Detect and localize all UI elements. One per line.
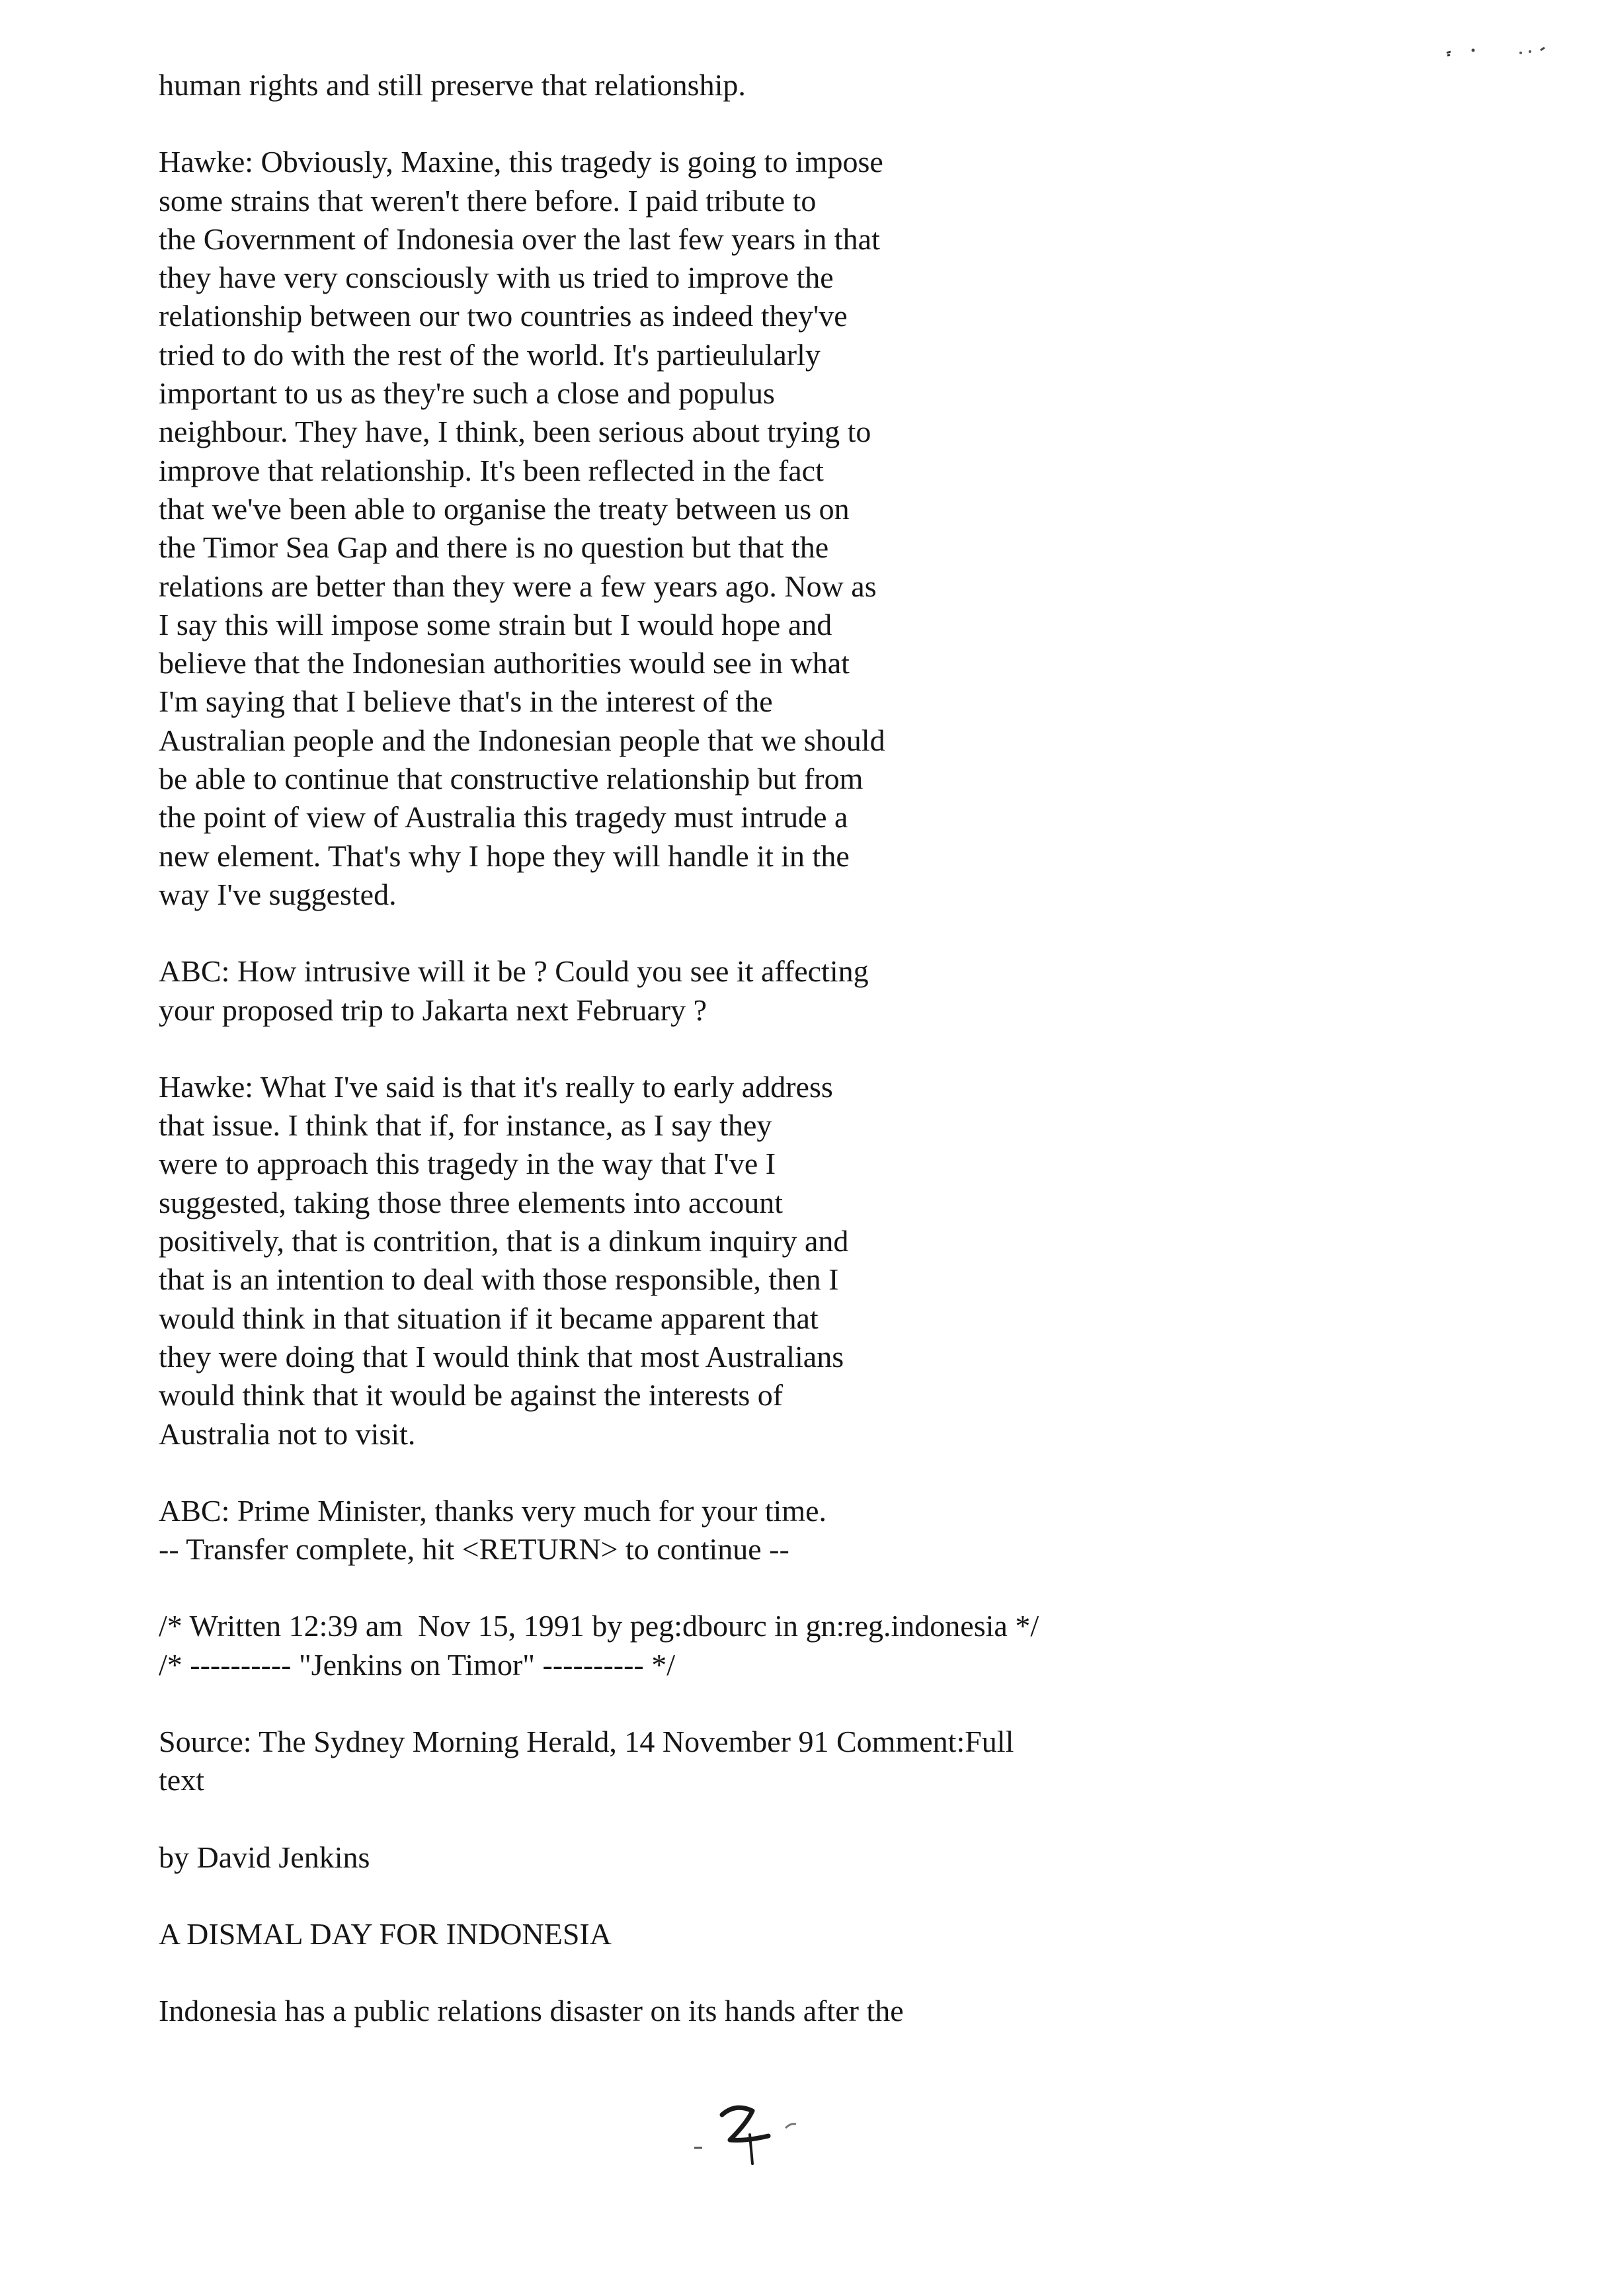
text-line: that is an intention to deal with those responsible, then I: [159, 1262, 839, 1297]
text-line: Hawke: What I've said is that it's really to early address: [159, 1069, 833, 1104]
text-line: way I've suggested.: [159, 877, 397, 911]
paragraph: [159, 143, 1534, 914]
text-line: Indonesia has a public relations disaster on its hands after the: [159, 1994, 904, 2028]
text-line: relations are better than they were a few years ago. Now as: [159, 569, 877, 603]
text-line: believe that the Indonesian authorities would see in what: [159, 646, 850, 680]
text-line: they were doing that I would think that most Australians: [159, 1339, 844, 1374]
text-line: they have very consciously with us tried to improve the: [159, 261, 834, 295]
paragraph: [159, 66, 1534, 104]
text-line: A DISMAL DAY FOR INDONESIA: [159, 1916, 612, 1951]
paragraph: [159, 1607, 1534, 1684]
text-line: important to us as they're such a close and populus: [159, 376, 775, 411]
paragraph-gap: [159, 1953, 1534, 1992]
text-line: by David Jenkins: [159, 1840, 370, 1874]
text-line: -- Transfer complete, hit <RETURN> to continue --: [159, 1532, 789, 1567]
paragraph-gap: [159, 1569, 1534, 1607]
text-line: that we've been able to organise the treaty between us on: [159, 491, 850, 526]
text-line: Australian people and the Indonesian people that we should: [159, 723, 885, 757]
text-line: the point of view of Australia this tragedy must intrude a: [159, 800, 848, 835]
text-line: would think that it would be against the interests of: [159, 1378, 784, 1413]
paragraph: [159, 1838, 1534, 1877]
text-line: some strains that weren't there before. I paid tribute to: [159, 183, 817, 218]
text-line: improve that relationship. It's been reflected in the fact: [159, 453, 824, 487]
text-line: new element. That's why I hope they will handle it in the: [159, 839, 850, 873]
handwritten-page-number: [681, 2096, 813, 2169]
text-line: I say this will impose some strain but I would hope and: [159, 607, 832, 641]
text-line: the Government of Indonesia over the last few years in that: [159, 222, 880, 256]
paragraph: [159, 952, 1534, 1030]
text-line: Hawke: Obviously, Maxine, this tragedy is going to impose: [159, 145, 883, 179]
text-line: the Timor Sea Gap and there is no question but that the: [159, 530, 829, 565]
paragraph: [159, 1915, 1534, 1953]
text-line: relationship between our two countries as indeed they've: [159, 299, 848, 333]
text-line: ABC: Prime Minister, thanks very much for your time.: [159, 1493, 827, 1528]
document-body: [159, 66, 1534, 2030]
text-line: ABC: How intrusive will it be ? Could you see it affecting: [159, 954, 869, 989]
scan-speckle-marks: [1441, 37, 1560, 63]
text-line: your proposed trip to Jakarta next February ?: [159, 993, 707, 1027]
paragraph-gap: [159, 1877, 1534, 1915]
paragraph: [159, 1992, 1534, 2030]
paragraph-gap: [159, 914, 1534, 952]
text-line: would think in that situation if it became apparent that: [159, 1301, 819, 1335]
text-line: be able to continue that constructive relationship but from: [159, 762, 864, 796]
paragraph-gap: [159, 1684, 1534, 1723]
text-line: /* Written 12:39 am Nov 15, 1991 by peg:dbourc in gn:reg.indonesia */: [159, 1609, 1039, 1643]
text-line: were to approach this tragedy in the way that I've I: [159, 1147, 776, 1181]
paragraph: [159, 1723, 1534, 1800]
text-line: neighbour. They have, I think, been serious about trying to: [159, 415, 871, 449]
text-line: tried to do with the rest of the world. It's partieulularly: [159, 337, 821, 372]
paragraph: [159, 1068, 1534, 1454]
text-line: that issue. I think that if, for instance, as I say they: [159, 1108, 772, 1143]
paragraph: [159, 1492, 1534, 1569]
text-line: /* ---------- "Jenkins on Timor" ---------- */: [159, 1647, 676, 1682]
text-line: text: [159, 1763, 204, 1797]
text-line: I'm saying that I believe that's in the interest of the: [159, 684, 773, 719]
text-line: positively, that is contrition, that is a dinkum inquiry and: [159, 1224, 849, 1258]
paragraph-gap: [159, 1030, 1534, 1068]
text-line: suggested, taking those three elements into account: [159, 1185, 784, 1219]
paragraph-gap: [159, 104, 1534, 143]
text-line: human rights and still preserve that relationship.: [159, 68, 746, 102]
paragraph-gap: [159, 1800, 1534, 1838]
text-line: Australia not to visit.: [159, 1416, 416, 1451]
paragraph-gap: [159, 1454, 1534, 1492]
text-line: Source: The Sydney Morning Herald, 14 November 91 Comment:Full: [159, 1724, 1014, 1758]
